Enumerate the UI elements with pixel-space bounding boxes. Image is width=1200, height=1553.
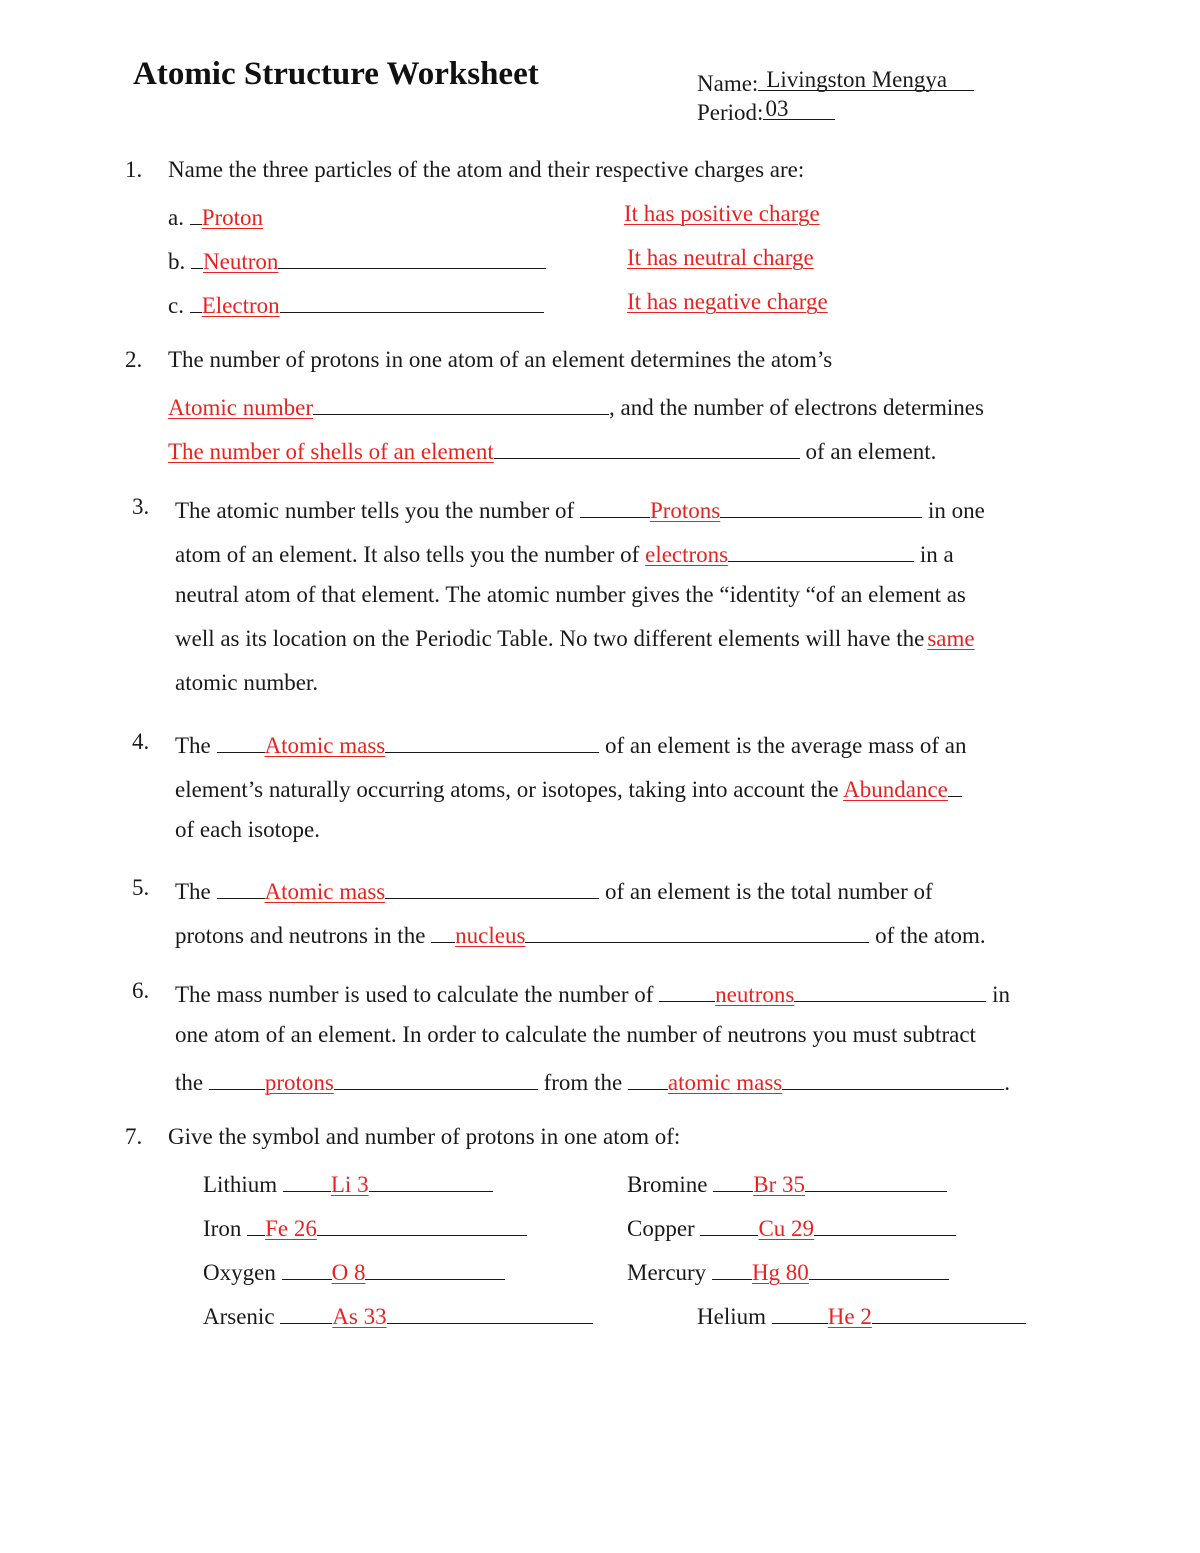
blank-line [700, 1213, 758, 1236]
name-label: Name: [697, 71, 759, 96]
q5-line2-text: protons and neutrons in the [175, 923, 426, 948]
blank-line [431, 920, 455, 943]
q5-line1-end: of an element is the total number of [605, 879, 933, 904]
q3-line2-end: in a [919, 542, 954, 567]
answer-atomic-mass-2[interactable]: Atomic mass [264, 879, 386, 904]
blank-line [317, 1213, 527, 1236]
blank-line [525, 920, 869, 943]
answer-copper[interactable]: Cu 29 [758, 1216, 815, 1241]
q1-item-c [168, 290, 544, 317]
element-row-copper [627, 1213, 956, 1240]
q5-line2 [175, 920, 986, 947]
q4-line1-text: The [175, 733, 211, 758]
q6-line1-text: The mass number is used to calculate the number of [175, 982, 654, 1007]
q6-line3-mid: from the [543, 1070, 623, 1095]
blank-line [278, 246, 546, 269]
element-row-oxygen [203, 1257, 505, 1284]
q5-line1-text: The [175, 879, 211, 904]
answer-electrons[interactable]: electrons [645, 542, 729, 567]
q2-line2 [168, 392, 984, 419]
blank-line [365, 1257, 505, 1280]
answer-proton[interactable]: Proton [201, 205, 264, 230]
blank-line [728, 539, 914, 562]
blank-line [280, 1301, 332, 1324]
q5-line2-end: of the atom. [875, 923, 986, 948]
answer-same[interactable]: same [927, 626, 975, 651]
element-name: Lithium [203, 1172, 278, 1197]
element-name: Copper [627, 1216, 695, 1241]
answer-nucleus[interactable]: nucleus [455, 923, 526, 948]
blank-line [247, 1213, 265, 1236]
answer-oxygen[interactable]: O 8 [331, 1260, 366, 1285]
answer-atomic-mass[interactable]: Atomic mass [264, 733, 386, 758]
q1-text: Name the three particles of the atom and their respective charges are: [168, 157, 805, 182]
blank-line [209, 1067, 265, 1090]
q2-line1: The number of protons in one atom of an element determines the atom’s [168, 347, 833, 372]
name-line [697, 68, 974, 95]
element-name: Mercury [627, 1260, 707, 1285]
q1-item-b [168, 246, 546, 273]
answer-iron[interactable]: Fe 26 [265, 1216, 317, 1241]
blank-line [190, 290, 202, 313]
blank-line [580, 495, 650, 518]
q2-line3-text: of an element. [805, 439, 937, 464]
q7-text: Give the symbol and number of protons in one atom of: [168, 1124, 681, 1149]
blank-line [494, 436, 800, 459]
q3-line1-text: The atomic number tells you the number of [175, 498, 575, 523]
element-name: Bromine [627, 1172, 708, 1197]
q3-number: 3. [132, 494, 150, 519]
blank-line [772, 1301, 828, 1324]
answer-mercury[interactable]: Hg 80 [751, 1260, 809, 1285]
blank-line [659, 979, 715, 1002]
answer-bromine[interactable]: Br 35 [753, 1172, 805, 1197]
blank-line [313, 392, 609, 415]
element-row-bromine [627, 1169, 947, 1196]
q6-line1 [175, 979, 1010, 1006]
answer-neutron[interactable]: Neutron [203, 249, 279, 274]
element-name: Arsenic [203, 1304, 275, 1329]
blank-line [814, 1213, 956, 1236]
blank-line [948, 774, 962, 797]
q6-line2: one atom of an element. In order to calculate the number of neutrons you must subtract [175, 1022, 976, 1047]
q6-line3-end: . [1004, 1070, 1011, 1095]
blank-line [282, 1257, 332, 1280]
period-value: 03 [765, 96, 789, 121]
element-name: Oxygen [203, 1260, 276, 1285]
element-row-arsenic [203, 1301, 593, 1328]
blank-line [369, 1169, 493, 1192]
q2-line2-text: , and the number of electrons determines [609, 395, 984, 420]
blank-line [628, 1067, 668, 1090]
period-line [697, 97, 835, 124]
q4-line1 [175, 730, 966, 757]
blank-line [713, 1169, 753, 1192]
q4-line1-end: of an element is the average mass of an [605, 733, 967, 758]
q5-line1 [175, 876, 933, 903]
q4-line2 [175, 774, 962, 801]
element-name: Iron [203, 1216, 242, 1241]
q3-line4 [175, 627, 975, 650]
blank-line [794, 979, 986, 1002]
name-field[interactable] [758, 68, 974, 91]
q2-number: 2. [125, 347, 143, 372]
q1-item-a [168, 202, 263, 229]
answer-protons[interactable]: Protons [649, 498, 721, 523]
answer-atomic-number[interactable]: Atomic number [168, 395, 313, 420]
blank-line [712, 1257, 752, 1280]
q4-number: 4. [132, 729, 150, 754]
answer-lithium[interactable]: Li 3 [330, 1172, 369, 1197]
period-label: Period: [697, 100, 764, 125]
q4-line2-text: element’s naturally occurring atoms, or isotopes, taking into account the [175, 777, 839, 802]
blank-line [387, 1301, 593, 1324]
blank-line [190, 202, 202, 225]
element-row-mercury [627, 1257, 949, 1284]
q3-line1 [175, 495, 985, 522]
answer-helium[interactable]: He 2 [827, 1304, 872, 1329]
answer-arsenic[interactable]: As 33 [332, 1304, 387, 1329]
q3-line3: neutral atom of that element. The atomic number gives the “identity “of an element as [175, 582, 966, 607]
q3-line4-text: well as its location on the Periodic Table. No two different elements will have the [175, 626, 925, 651]
q6-line3 [175, 1067, 1010, 1094]
q2-line3 [168, 436, 936, 463]
blank-line [191, 246, 203, 269]
answer-atomic-mass-3[interactable]: atomic mass [667, 1070, 783, 1095]
name-value: Livingston Mengya [766, 67, 948, 92]
blank-line [805, 1169, 947, 1192]
element-row-lithium [203, 1169, 493, 1196]
blank-line [217, 876, 265, 899]
q1-letter-b: b. [168, 249, 186, 274]
period-field[interactable] [763, 97, 835, 120]
element-name: Helium [697, 1304, 766, 1329]
q7-number: 7. [125, 1124, 143, 1149]
element-row-iron [203, 1213, 527, 1240]
q1-letter-a: a. [168, 205, 184, 230]
answer-number-of-shells[interactable]: The number of shells of an element [168, 439, 494, 464]
q6-line3-text: the [175, 1070, 204, 1095]
blank-line [217, 730, 265, 753]
answer-protons-2[interactable]: protons [264, 1070, 334, 1095]
q3-line5: atomic number. [175, 670, 319, 695]
answer-neutron-charge[interactable]: It has neutral charge [627, 245, 814, 270]
blank-line [720, 495, 922, 518]
q6-number: 6. [132, 978, 150, 1003]
q4-line3: of each isotope. [175, 817, 320, 842]
q3-line2-text: atom of an element. It also tells you the number of [175, 542, 640, 567]
answer-electron-charge[interactable]: It has negative charge [627, 289, 828, 314]
q6-line1-end: in [992, 982, 1010, 1007]
element-row-helium [697, 1301, 1026, 1328]
blank-line [872, 1301, 1026, 1324]
blank-line [809, 1257, 949, 1280]
blank-line [782, 1067, 1004, 1090]
answer-abundance[interactable]: Abundance [843, 777, 948, 802]
answer-neutrons[interactable]: neutrons [715, 982, 795, 1007]
answer-electron[interactable]: Electron [201, 293, 280, 318]
q3-line2 [175, 539, 954, 566]
blank-line [385, 876, 599, 899]
blank-line [385, 730, 599, 753]
page-title: Atomic Structure Worksheet [133, 56, 539, 92]
q3-line1-end: in one [928, 498, 985, 523]
q1-letter-c: c. [168, 293, 184, 318]
q1-number: 1. [125, 157, 143, 182]
blank-line [283, 1169, 331, 1192]
answer-proton-charge[interactable]: It has positive charge [624, 201, 820, 226]
blank-line [334, 1067, 538, 1090]
blank-line [280, 290, 544, 313]
q5-number: 5. [132, 875, 150, 900]
